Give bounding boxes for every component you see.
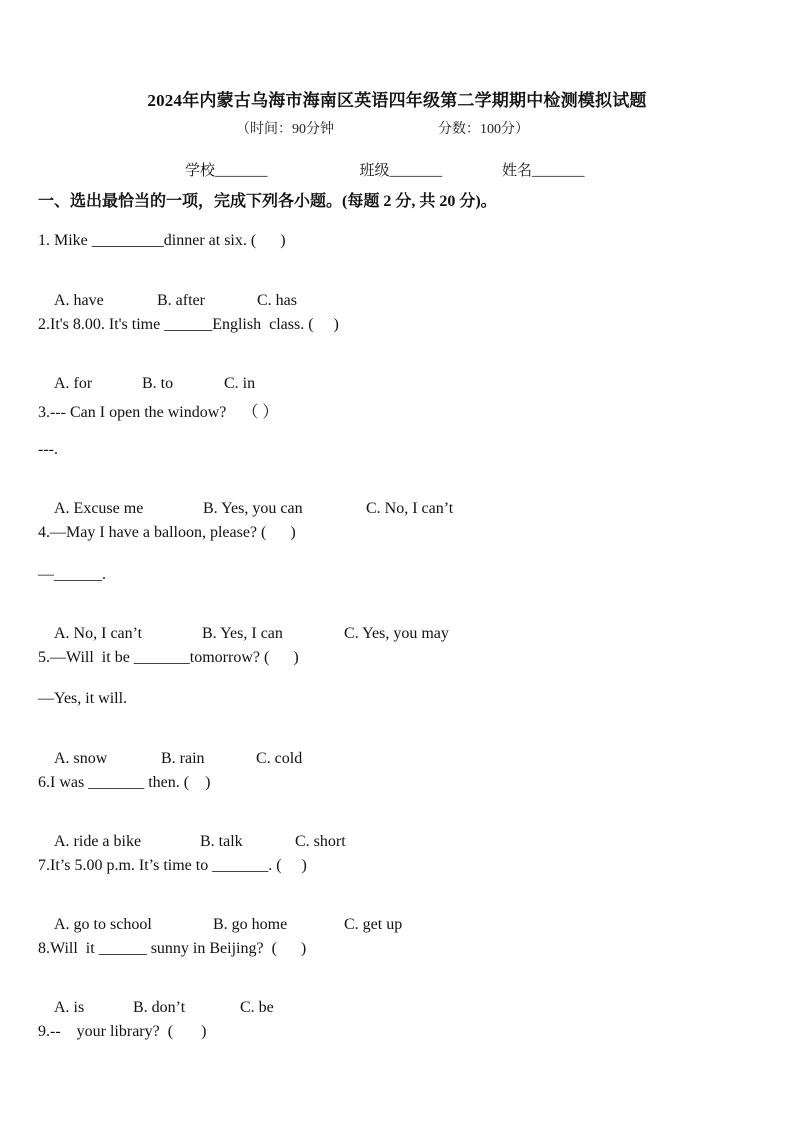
option-c: C. short (295, 833, 346, 850)
option-b: B. Yes, you can (203, 500, 303, 517)
question-2: 2.It's 8.00. It's time ______English class. ( ) (38, 316, 339, 333)
option-b: B. go home (213, 916, 288, 933)
option-c: C. has (257, 292, 297, 309)
school-field: 学校_______ (185, 163, 268, 179)
option-b: B. don’t (133, 999, 186, 1016)
option-a: A. go to school (54, 916, 152, 933)
option-a: A. Excuse me (54, 500, 144, 517)
question-3-reply: ---. (38, 441, 58, 458)
class-field: 班级_______ (359, 163, 443, 179)
name-field: 姓名_______ (502, 163, 585, 179)
question-1: 1. Mike _________dinner at six. ( ) (38, 232, 286, 249)
option-b: B. talk (200, 833, 243, 850)
option-a: A. for (54, 375, 93, 392)
option-b: B. after (157, 292, 205, 309)
question-4-reply: —______. (38, 566, 106, 583)
option-a: A. No, I can’t (54, 625, 143, 642)
question-7: 7.It’s 5.00 p.m. It’s time to _______. ( ) (38, 857, 307, 874)
option-c: C. Yes, you may (344, 625, 449, 642)
question-4: 4.—May I have a balloon, please? ( ) (38, 524, 296, 541)
option-a: A. have (54, 292, 104, 309)
option-a: A. snow (54, 750, 108, 767)
question-8: 8.Will it ______ sunny in Beijing? ( ) (38, 940, 307, 957)
option-a: A. ride a bike (54, 833, 142, 850)
student-info (185, 159, 585, 180)
option-c: C. cold (256, 750, 303, 767)
option-c: C. get up (344, 916, 403, 933)
question-5: 5.—Will it be _______tomorrow? ( ) (38, 649, 299, 666)
question-5-reply: —Yes, it will. (38, 690, 128, 707)
exam-title: 2024年内蒙古乌海市海南区英语四年级第二学期期中检测模拟试题 (147, 91, 647, 110)
option-c: C. No, I can’t (366, 500, 454, 517)
option-b: B. to (142, 375, 174, 392)
option-c: C. be (240, 999, 274, 1016)
option-a: A. is (54, 999, 85, 1016)
exam-meta (236, 118, 529, 138)
time-limit: （时间：90分钟 (236, 122, 334, 137)
question-6: 6.I was _______ then. ( ) (38, 774, 211, 791)
option-b: B. rain (161, 750, 205, 767)
total-score: 分数：100分） (438, 122, 529, 137)
section-heading: 一、选出最恰当的一项，完成下列各小题。(每题 2 分, 共 20 分)。 (38, 193, 497, 210)
option-b: B. Yes, I can (202, 625, 283, 642)
question-3: 3.--- Can I open the window? （ ） (38, 404, 279, 421)
question-9: 9.-- your library? ( ) (38, 1023, 207, 1040)
option-c: C. in (224, 375, 256, 392)
